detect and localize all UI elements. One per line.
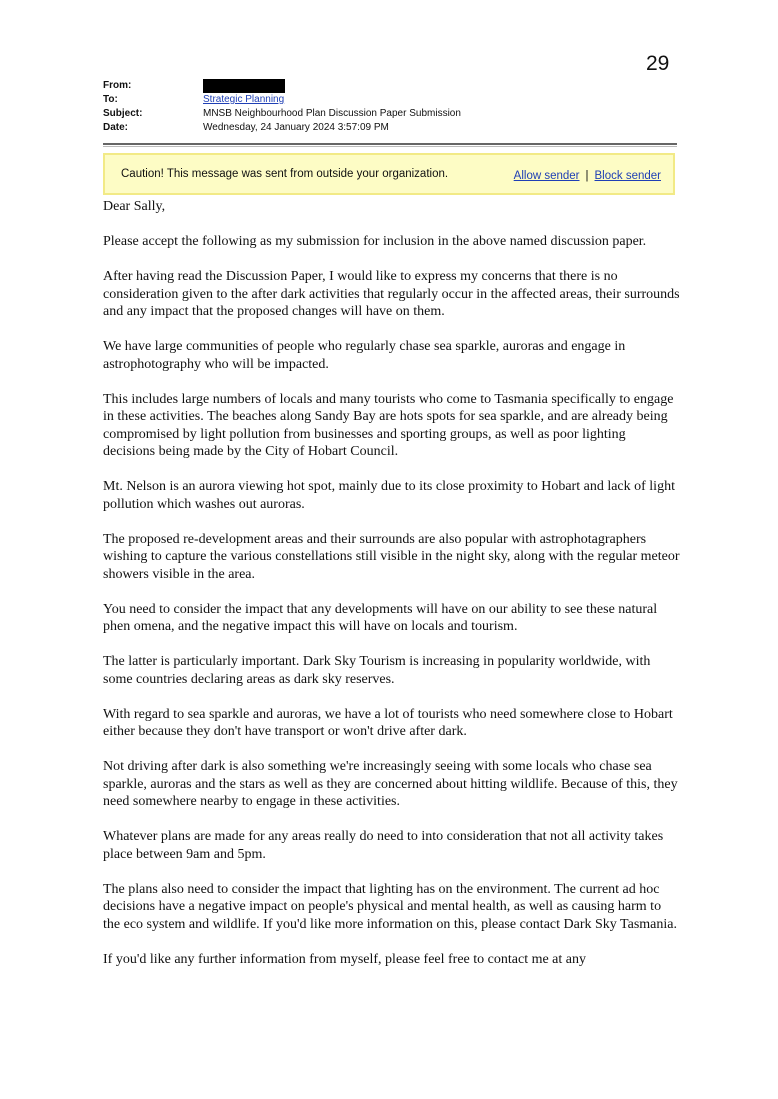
paragraph: The plans also need to consider the impact that lighting has on the environment. The current ad hoc decisions have a negative impact on people's physical and mental health, as well as causing harm to the eco system and wildlife. If you'd like more information on this, please contact Dark Sky Tasmania. xyxy=(103,881,677,932)
email-header xyxy=(103,79,677,135)
paragraph: Not driving after dark is also something we're increasingly seeing with some locals who chase sea sparkle, auroras and the stars as well as they are concerned about hitting wildlife. Because of this, they need somewhere nearby to engage in these activities. xyxy=(103,759,678,809)
paragraph: With regard to sea sparkle and auroras, we have a lot of tourists who need somewhere close to Hobart either because they don't have transport or won't drive after dark. xyxy=(103,706,673,739)
email-body xyxy=(103,198,681,986)
paragraph: This includes large numbers of locals and many tourists who come to Tasmania specifically to engage in these activities. The beaches along Sandy Bay are hots spots for sea sparkle, and are already being compromised by light pollution from businesses and sporting groups, as well as poor lighting decisions being made by the City of Hobart Council. xyxy=(103,391,674,459)
caution-banner xyxy=(103,153,675,195)
date-value: Wednesday, 24 January 2024 3:57:09 PM xyxy=(203,122,389,133)
block-sender-link[interactable]: Block sender xyxy=(594,170,661,182)
paragraph: Mt. Nelson is an aurora viewing hot spot, mainly due to its close proximity to Hobart and lack of light pollution which washes out auroras. xyxy=(103,479,675,512)
greeting: Dear Sally, xyxy=(103,199,166,214)
paragraph: Please accept the following as my submission for inclusion in the above named discussion paper. xyxy=(103,234,647,249)
paragraph: We have large communities of people who regularly chase sea sparkle, auroras and engage in astrophotography who will be impacted. xyxy=(103,339,626,372)
caution-message: Caution! This message was sent from outside your organization. xyxy=(121,168,449,180)
header-divider xyxy=(103,143,677,147)
from-row xyxy=(103,79,677,93)
paragraph: If you'd like any further information from myself, please feel free to contact me at any xyxy=(103,951,586,967)
paragraph: Whatever plans are made for any areas really do need to into consideration that not all activity takes place between 9am and 5pm. xyxy=(103,829,664,862)
to-recipient-link[interactable]: Strategic Planning xyxy=(203,94,285,105)
to-row xyxy=(103,93,677,107)
allow-sender-link[interactable]: Allow sender xyxy=(513,170,580,182)
page-number: 29 xyxy=(646,52,670,75)
from-label: From: xyxy=(103,80,132,91)
paragraph: After having read the Discussion Paper, I would like to express my concerns that there is no consideration given to the after dark activities that regularly occur in the affected areas, their surrounds and any impact that the proposed changes will have on them. xyxy=(103,269,680,319)
caution-actions xyxy=(514,170,661,182)
paragraph: The latter is particularly important. Dark Sky Tourism is increasing in popularity worldwide, with some countries declaring areas as dark sky reserves. xyxy=(103,654,651,687)
subject-row xyxy=(103,107,677,121)
redacted-sender xyxy=(203,79,285,93)
subject-label: Subject: xyxy=(103,108,143,119)
date-row xyxy=(103,121,677,135)
caution-separator: | xyxy=(585,170,589,182)
date-label: Date: xyxy=(103,122,129,133)
paragraph: You need to consider the impact that any developments will have on our ability to see these natural phen omena, and the negative impact this will have on locals and tourism. xyxy=(103,601,658,634)
to-label: To: xyxy=(103,94,118,105)
paragraph: The proposed re-development areas and their surrounds are also popular with astrophotagraphers wishing to capture the various constellations still visible in the night sky, along with the regular meteor showers visible in the area. xyxy=(103,531,680,582)
subject-value: MNSB Neighbourhood Plan Discussion Paper Submission xyxy=(203,108,461,119)
